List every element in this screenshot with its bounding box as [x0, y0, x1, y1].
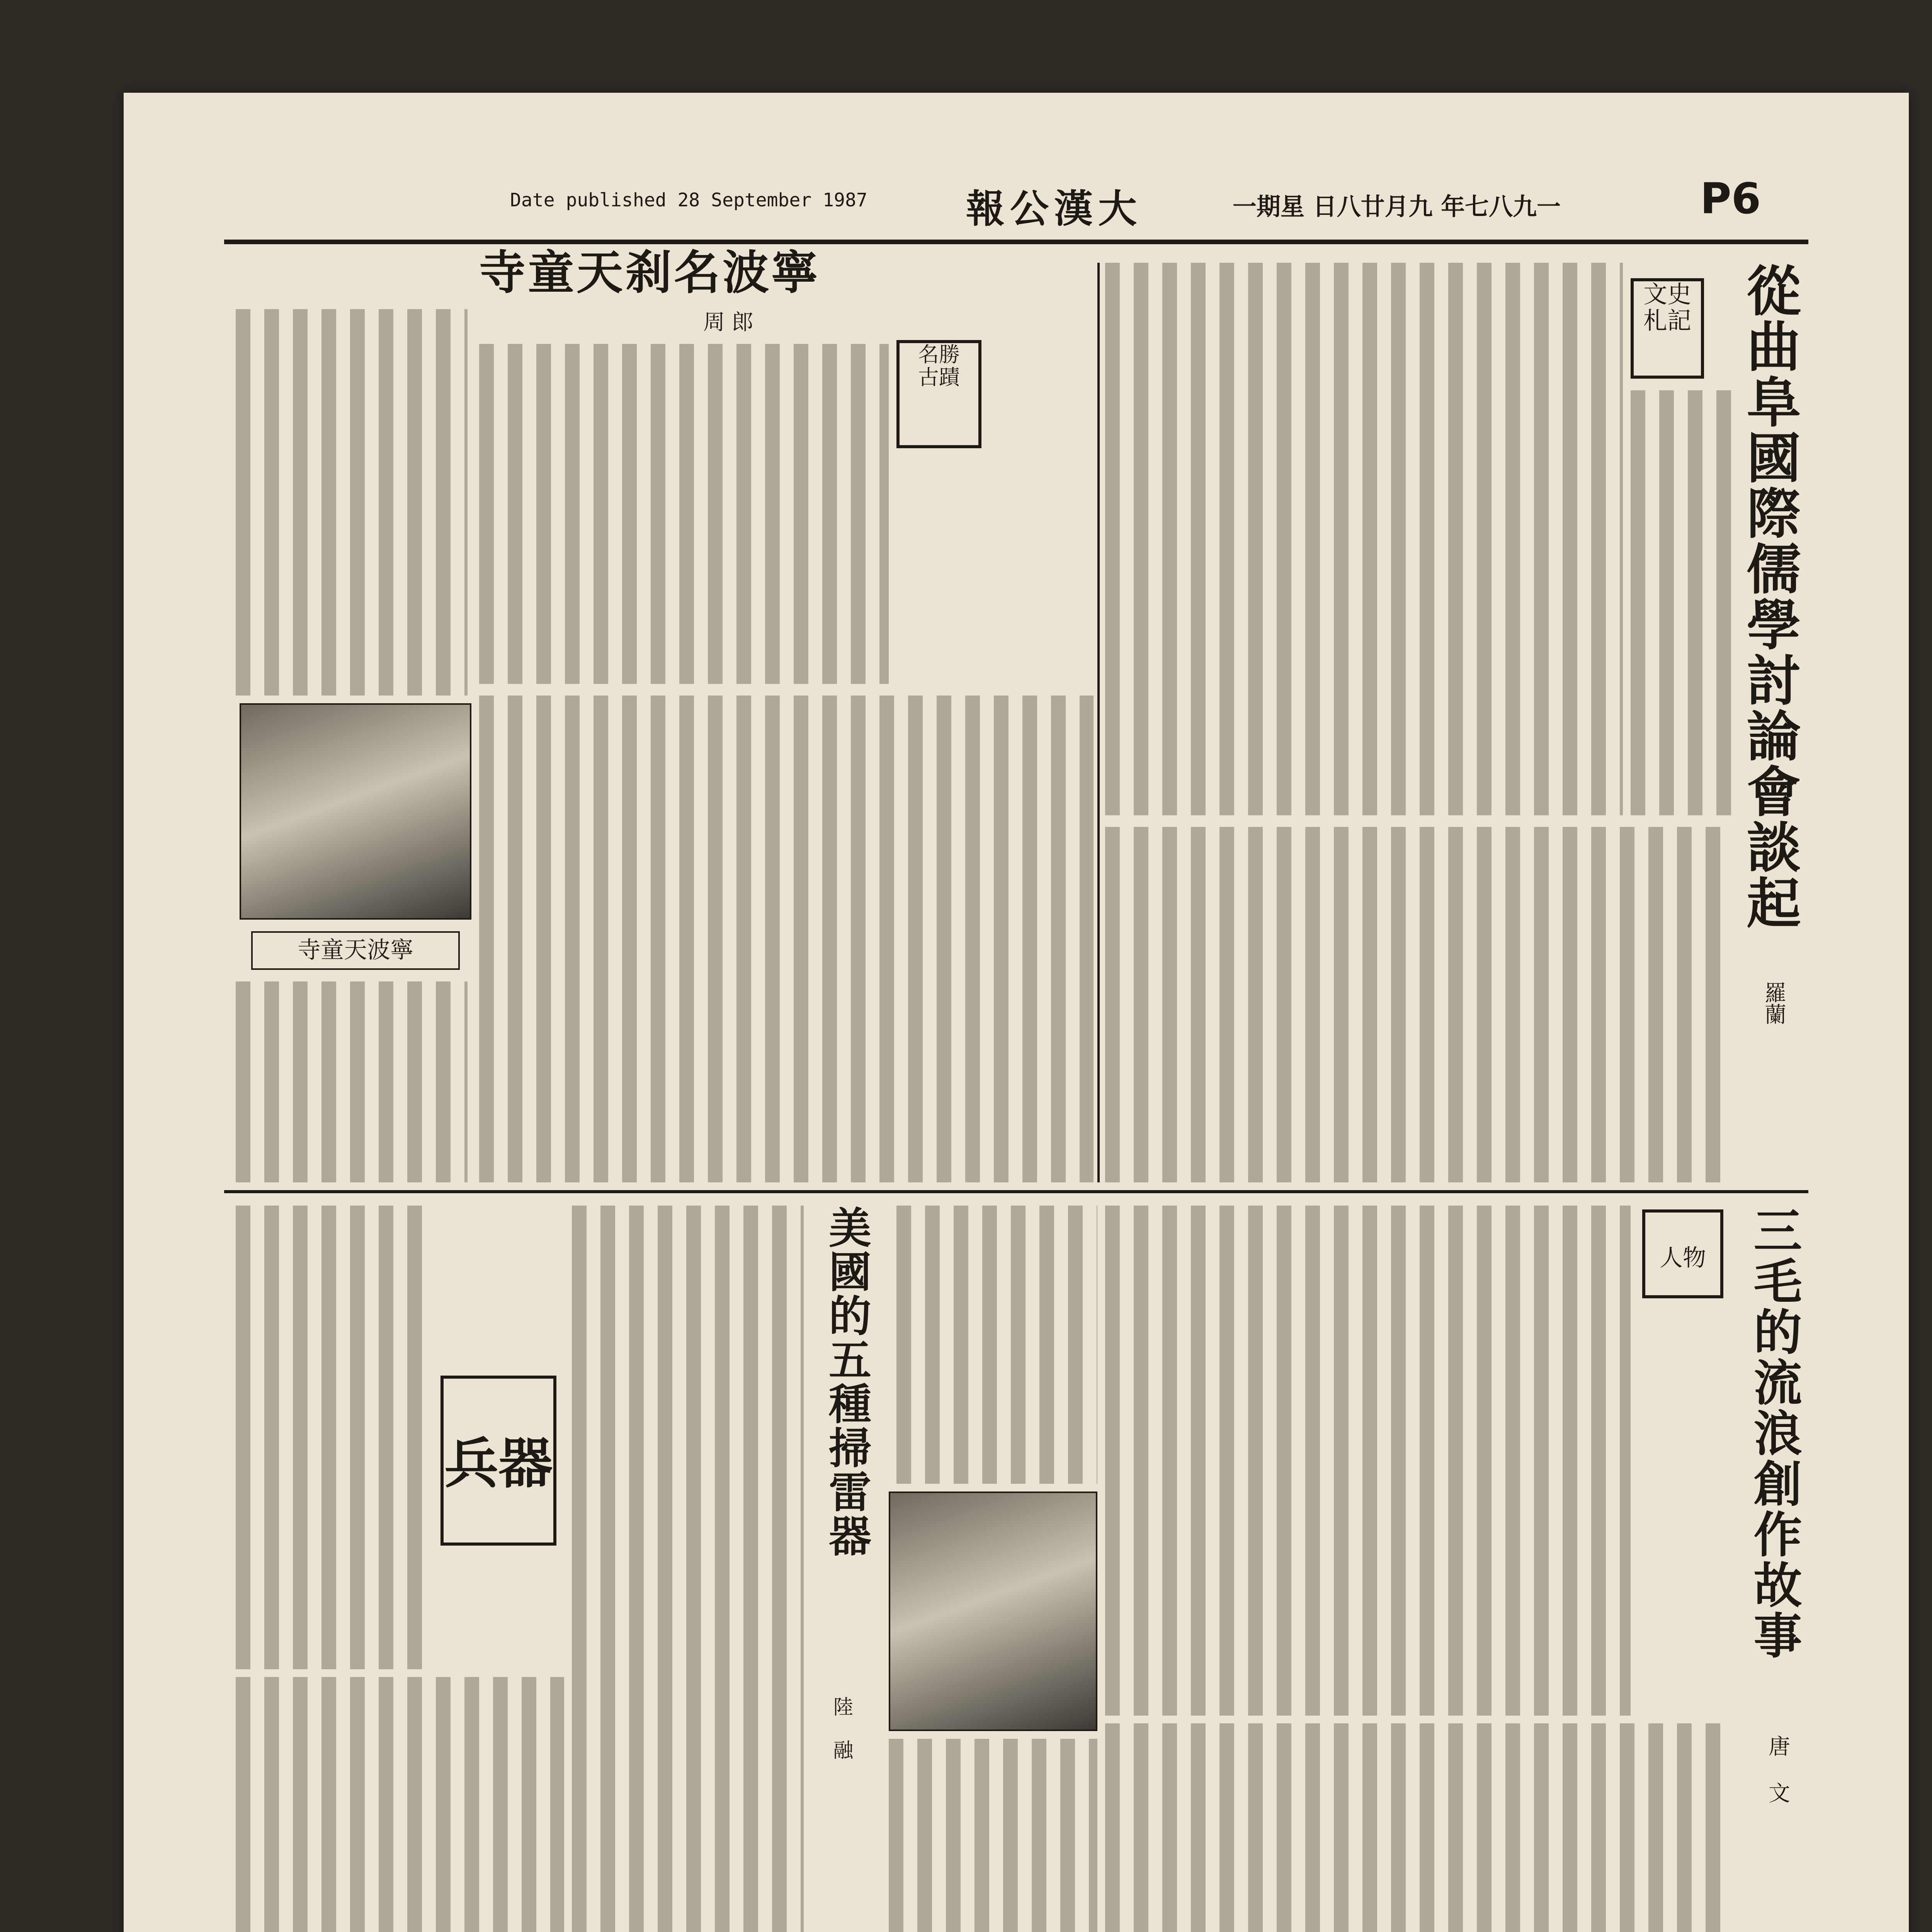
temple-photo-caption: 寺童天波寧 — [251, 931, 460, 970]
header-rule — [224, 240, 1808, 244]
famous-sites-badge: 名勝 古蹟 — [896, 340, 981, 448]
masthead: 報公漢大 — [966, 186, 1142, 231]
issue-date: 一期星 日八廿月九 年七八九一 — [1233, 192, 1561, 221]
conference-byline: 羅蘭 — [1761, 981, 1786, 1025]
temple-title: 寺童天刹名波寧 — [479, 245, 820, 300]
date-published: Date published 28 September 1987 — [510, 189, 867, 211]
temple-body-left — [236, 309, 468, 696]
sanmao-title: 三毛的流浪創作故事 — [1745, 1206, 1802, 1661]
sanmao-body-3 — [896, 1206, 1097, 1484]
minesweeper-body-3 — [236, 1677, 564, 1932]
minesweeper-body-2 — [236, 1206, 429, 1669]
temple-photo — [240, 703, 471, 920]
sanmao-body — [1105, 1206, 1631, 1716]
minesweeper-body — [572, 1206, 804, 1932]
minesweeper-byline: 陸 融 — [830, 1696, 853, 1760]
conference-body-3 — [1105, 827, 1731, 1182]
sanmao-person-badge: 人物 — [1642, 1209, 1723, 1298]
page-number: P6 — [1700, 174, 1761, 223]
newspaper-page — [124, 93, 1909, 1932]
temple-body — [479, 344, 889, 684]
sanmao-portrait — [889, 1492, 1097, 1731]
temple-body-bottom — [236, 981, 468, 1182]
temple-body-2 — [479, 696, 1094, 1182]
conference-body — [1631, 390, 1731, 815]
sanmao-byline: 唐 文 — [1765, 1735, 1790, 1803]
sanmao-body-2 — [1105, 1723, 1723, 1932]
conference-title: 從曲阜國際儒學討論會談起 — [1738, 263, 1801, 930]
temple-byline: 周 郎 — [703, 310, 753, 335]
minesweeper-title: 美國的五種掃雷器 — [822, 1206, 872, 1558]
culture-column-badge: 文史 札記 — [1631, 278, 1704, 379]
conference-body-2 — [1105, 263, 1623, 815]
sanmao-body-4 — [889, 1739, 1097, 1932]
science-column-badge: 兵器 — [440, 1376, 556, 1546]
